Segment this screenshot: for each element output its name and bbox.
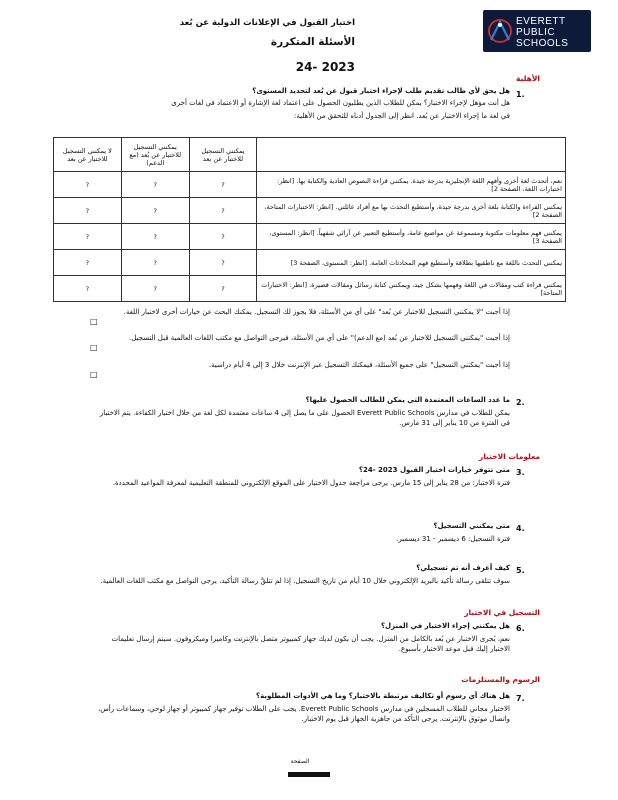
section-test-info: معلومات الاختبار: [478, 452, 540, 461]
table-cell-mark: ?: [121, 224, 189, 250]
table-cell-mark: ?: [54, 172, 122, 198]
q3-body: فترة الاختبار: من 28 يناير إلى 15 مارس. يرجى مراجعة جدول الاختبار على الموقع الإلكتروني للمنطقة التعليمية لمعرفة المواعيد المحددة.: [112, 479, 510, 487]
bullet-text-1: إذا أجبت "لا يمكنني التسجيل للاختبار عن بُعد" على أي من الأسئلة، فلا يجوز لك التسجيل. يمكنك البحث عن خيارات أخرى لاختبار اللغة.: [123, 308, 510, 316]
doc-year: 2023 -24: [295, 60, 355, 74]
q1-body-line2: في لغة ما إجراء الاختبار عن بُعد. انظر إلى الجدول أدناه للتحقق من الأهلية:: [293, 112, 510, 120]
table-cell-mark: ?: [189, 198, 257, 224]
table-row-text: يمكنني القراءة والكتابة بلغة أخرى بدرجة جيدة، وأستطيع التحدث بها مع أفراد عائلتي. [انظر: الاختبارات المتاحة، الصفحة 2]: [257, 198, 566, 224]
eligibility-table: [53, 137, 566, 302]
bullet-text-3: إذا أجبت "يمكنني التسجيل" على جميع الأسئلة، فيمكنك التسجيل عبر الإنترنت خلال 3 إلى 4 أيام دراسية.: [208, 361, 510, 369]
q3-number: 3.: [516, 468, 525, 477]
table-cell-mark: ?: [54, 198, 122, 224]
q7-number: 7.: [516, 694, 525, 703]
table-row: [54, 172, 566, 198]
table-cell-mark: ?: [189, 172, 257, 198]
footer-divider: [288, 772, 330, 777]
table-row-text: يمكنني قراءة كتب ومقالات في اللغة وفهمها بشكل جيد، ويمكنني كتابة رسائل ومقالات قصيرة. [انظر: الاختبارات المتاحة]: [257, 276, 566, 302]
table-header-can: يمكنني التسجيل للاختبار عن بعد: [189, 138, 257, 172]
q2-number: 2.: [516, 398, 525, 407]
q1-number: 1.: [516, 90, 525, 99]
table-cell-mark: ?: [121, 250, 189, 276]
table-cell-mark: ?: [121, 172, 189, 198]
q2-body: يمكن للطلاب في مدارس Everett Public Schools الحصول على ما يصل إلى 4 ساعات معتمدة لكل لغة من خلال اختبار الكفاءة. يتم الاختبار في الفترة من 10 يناير إلى 31 مارس.: [99, 409, 510, 427]
district-logo: [483, 10, 591, 52]
table-row: [54, 198, 566, 224]
table-header-with-support: يمكنني التسجيل للاختبار عن بُعد (مع الدعم): [121, 138, 189, 172]
table-header-blank: [257, 138, 566, 172]
q1-body-line1: هل أنت مؤهل لإجراء الاختبار؟ يمكن للطلاب الذين يطلبون الحصول على اعتماد لغة الإشارة أو الاعتماد في لغات أخرى: [171, 99, 510, 107]
q3-question: متى تتوفر خيارات اختبار القبول 2023 -24؟: [358, 466, 510, 474]
q4-number: 4.: [516, 524, 525, 533]
q6-number: 6.: [516, 624, 525, 633]
section-fees: الرسوم والمستلزمات: [461, 675, 540, 684]
doc-subtitle: الأسئلة المتكررة: [270, 36, 355, 48]
logo-line2: PUBLIC: [516, 27, 556, 38]
q5-body: سوف تتلقى رسالة تأكيد بالبريد الإلكتروني خلال 10 أيام من تاريخ التسجيل. إذا لم تتلقَّ رسالة التأكيد، يرجى التواصل مع مكتب اللغات العالمية.: [100, 577, 510, 585]
q5-number: 5.: [516, 566, 525, 575]
table-header-cannot: لا يمكنني التسجيل للاختبار عن بعد: [54, 138, 122, 172]
table-cell-mark: ?: [189, 276, 257, 302]
q7-question: هل هناك أي رسوم أو تكاليف مرتبطة بالاختبار؟ وما هي الأدوات المطلوبة؟: [256, 692, 510, 700]
logo-line1: EVERETT: [516, 16, 566, 27]
bullet-icon: □: [90, 343, 98, 352]
q5-question: كيف أعرف أنه تم تسجيلي؟: [416, 564, 510, 572]
q1-question: هل يحق لأي طالب تقديم طلب لإجراء اختبار قبول عن بُعد لتحديد المستوى؟: [252, 87, 510, 95]
q7-body: الاختبار مجاني للطلاب المسجلين في مدارس Everett Public Schools. يجب على الطلاب توفير جهاز كمبيوتر أو جهاز لوحي، وسماعات رأس، واتصال موثوق بالإنترنت. يرجى التأكد من جاهزية الجهاز قبل يوم الاختبار.: [97, 705, 510, 723]
q2-question: ما عدد الساعات المعتمدة التي يمكن للطالب الحصول عليها؟: [305, 396, 510, 404]
table-row-text: يمكنني التحدث باللغة مع ناطقيها بطلاقة وأستطيع فهم المحادثات العامة. [انظر: المستوى، الصفحة 3]: [257, 250, 566, 276]
table-row: [54, 250, 566, 276]
section-eligibility: الأهلية: [515, 74, 540, 83]
bullet-icon: □: [90, 317, 98, 326]
q6-question: هل يمكنني إجراء الاختبار في المنزل؟: [380, 622, 510, 630]
table-cell-mark: ?: [121, 276, 189, 302]
table-cell-mark: ?: [54, 250, 122, 276]
table-cell-mark: ?: [189, 224, 257, 250]
table-row: [54, 276, 566, 302]
q4-question: متى يمكنني التسجيل؟: [433, 522, 510, 530]
table-row-text: يمكنني فهم معلومات مكتوبة ومسموعة عن مواضيع عامة، وأستطيع التعبير عن آرائي شفهياً. [انظر: المستوى، الصفحة 3]: [257, 224, 566, 250]
logo-line3: SCHOOLS: [516, 38, 569, 49]
table-row-text: نعم، أتحدث لغة أخرى وأفهم اللغة الإنجليزية بدرجة جيدة. يمكنني قراءة النصوص العادية والكتابة بها. [انظر: اختبارات اللغة، الصفحة 2]: [257, 172, 566, 198]
table-cell-mark: ?: [54, 276, 122, 302]
table-cell-mark: ?: [54, 224, 122, 250]
table-row: [54, 224, 566, 250]
doc-title: اختبار القبول في الإعلانات الدولية عن بُعد: [179, 18, 355, 28]
q6-body: نعم، يُجرى الاختبار عن بُعد بالكامل من المنزل. يجب أن يكون لديك جهاز كمبيوتر متصل بالإنترنت وكاميرا وميكروفون. سيتم إرسال تعليمات الاختبار إليك قبل موعد الاختبار بأسبوع.: [111, 635, 510, 653]
footer-page-label: الصفحة: [290, 758, 310, 765]
bullet-icon: □: [90, 370, 98, 379]
table-cell-mark: ?: [121, 198, 189, 224]
logo-emblem-icon: [487, 16, 513, 46]
table-cell-mark: ?: [189, 250, 257, 276]
section-registration: التسجيل في الاختبار: [464, 608, 540, 617]
q4-body: فترة التسجيل: 6 ديسمبر - 31 ديسمبر.: [396, 535, 510, 543]
bullet-text-2: إذا أجبت "يمكنني التسجيل للاختبار عن بُعد (مع الدعم)" على أي من الأسئلة، فيرجى التواصل مع مكتب اللغات العالمية قبل التسجيل.: [128, 334, 510, 342]
